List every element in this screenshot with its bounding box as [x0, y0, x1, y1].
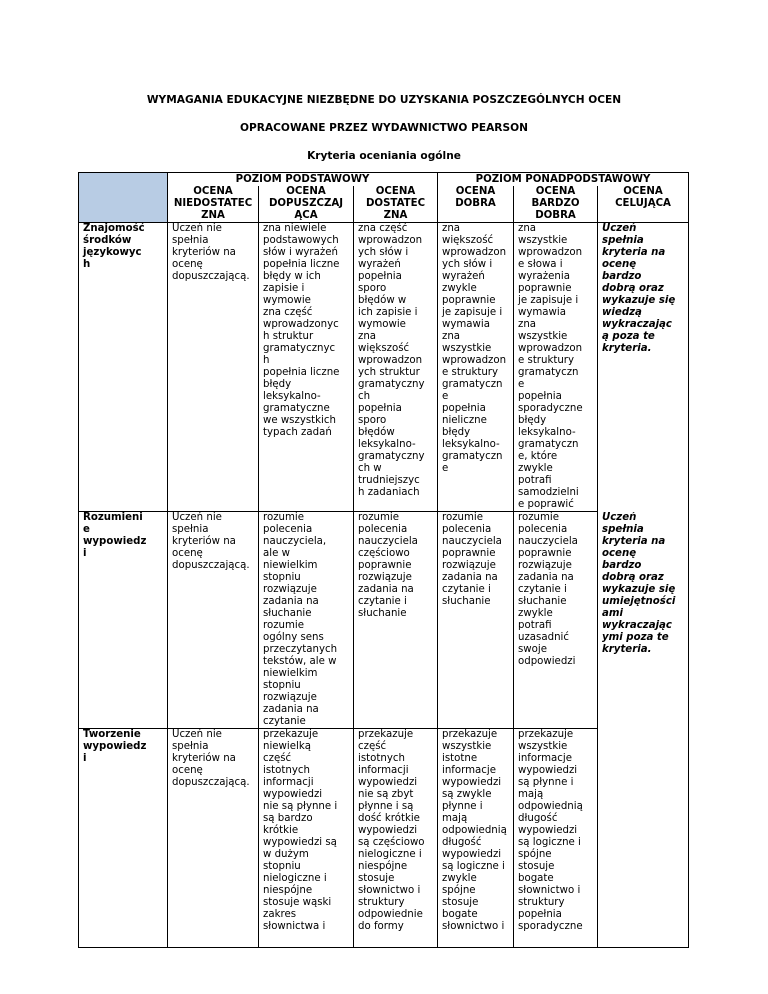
grade-cell: Uczeń nie spełnia kryteriów na ocenę dopuszczającą. [168, 223, 259, 512]
grade-cell: przekazuje wszystkie istotne informacje wypowiedzi są zwykle płynne i mają odpowiednią długość wypowiedzi są logiczne i zwykle spójne stosuje bogate słownictwo i [438, 729, 514, 948]
table-row [79, 223, 689, 512]
grade-cell: zna większość wprowadzon ych słów i wyrażeń zwykle poprawnie je zapisuje i wymawia zna wszystkie wprowadzon e struktury gramatyczn e popełnia nieliczne błędy leksykalno- gramatyczn e [438, 223, 514, 512]
grade-cell: zna wszystkie wprowadzon e słowa i wyrażenia poprawnie je zapisuje i wymawia zna wszystkie wprowadzon e struktury gramatyczn e popełnia sporadyczne błędy leksykalno- gramatyczn e, które zwykle potrafi samodzielni e poprawić [514, 223, 598, 512]
grade-cell: rozumie polecenia nauczyciela poprawnie rozwiązuje zadania na czytanie i słuchanie zwykle potrafi uzasadnić swoje odpowiedzi [514, 512, 598, 729]
grade-cell: rozumie polecenia nauczyciela częściowo poprawnie rozwiązuje zadania na czytanie i słuchanie [354, 512, 438, 729]
grade-cell: rozumie polecenia nauczyciela poprawnie rozwiązuje zadania na czytanie i słuchanie [438, 512, 514, 729]
publisher-line: OPRACOWANE PRZEZ WYDAWNICTWO PEARSON [240, 122, 528, 134]
column-header-dobra: OCENA DOBRA [438, 186, 514, 223]
table-row [79, 512, 689, 729]
criterion-label: Tworzenie wypowiedz i [79, 729, 168, 948]
grade-cell: zna część wprowadzon ych słów i wyrażeń popełnia sporo błędów w ich zapisie i wymowie zna większość wprowadzon ych struktur gramatyczny ch popełnia sporo błędów leksykalno- gramatyczny ch w trudniejszyc h zadaniach [354, 223, 438, 512]
grade-cell: Uczeń nie spełnia kryteriów na ocenę dopuszczającą. [168, 512, 259, 729]
criterion-label: Rozumieni e wypowiedz i [79, 512, 168, 729]
grade-cell: Uczeń spełnia kryteria na ocenę bardzo dobrą oraz wykazuje się wiedzą wykraczając ą poza te kryteria. [598, 223, 689, 512]
group-header-basic: POZIOM PODSTAWOWY [168, 173, 438, 187]
grade-cell: zna niewiele podstawowych słów i wyrażeń popełnia liczne błędy w ich zapisie i wymowie zna część wprowadzonyc h struktur gramatycznyc h popełnia liczne błędy leksykalno- gramatyczne we wszystkich typach zadań [259, 223, 354, 512]
grading-criteria-table [78, 172, 689, 948]
grade-cell: rozumie polecenia nauczyciela, ale w niewielkim stopniu rozwiązuje zadania na słuchanie rozumie ogólny sens przeczytanych tekstów, ale w niewielkim stopniu rozwiązuje zadania na czytanie [259, 512, 354, 729]
document-title: WYMAGANIA EDUKACYJNE NIEZBĘDNE DO UZYSKANIA POSZCZEGÓLNYCH OCEN [146, 94, 622, 106]
column-header-niedostateczna: OCENA NIEDOSTATEC ZNA [168, 186, 259, 223]
corner-cell [79, 173, 168, 223]
column-header-bardzo-dobra: OCENA BARDZO DOBRA [514, 186, 598, 223]
grade-cell: Uczeń spełnia kryteria na ocenę bardzo dobrą oraz wykazuje się umiejętności ami wykraczając ymi poza te kryteria. [598, 512, 689, 729]
table-row [79, 729, 689, 948]
group-header-advanced: POZIOM PONADPODSTAWOWY [438, 173, 689, 187]
grade-cell: przekazuje część istotnych informacji wypowiedzi nie są zbyt płynne i są dość krótkie wypowiedzi są częściowo nielogiczne i niespójne stosuje słownictwo i struktury odpowiednie do formy [354, 729, 438, 948]
grade-cell: przekazuje wszystkie informacje wypowiedzi są płynne i mają odpowiednią długość wypowiedzi są logiczne i spójne stosuje bogate słownictwo i struktury popełnia sporadyczne [514, 729, 598, 948]
criterion-label: Znajomość środków językowyc h [79, 223, 168, 512]
grade-cell: Uczeń nie spełnia kryteriów na ocenę dopuszczającą. [168, 729, 259, 948]
column-header-dopuszczajaca: OCENA DOPUSZCZAJ ĄCA [259, 186, 354, 223]
column-header-dostateczna: OCENA DOSTATEC ZNA [354, 186, 438, 223]
table-subtitle: Kryteria oceniania ogólne [307, 150, 461, 162]
grade-cell: przekazuje niewielką część istotnych informacji wypowiedzi nie są płynne i są bardzo krótkie wypowiedzi są w dużym stopniu nielogiczne i niespójne stosuje wąski zakres słownictwa i [259, 729, 354, 948]
column-header-celujaca: OCENA CELUJĄCA [598, 186, 689, 223]
grade-cell [598, 729, 689, 948]
